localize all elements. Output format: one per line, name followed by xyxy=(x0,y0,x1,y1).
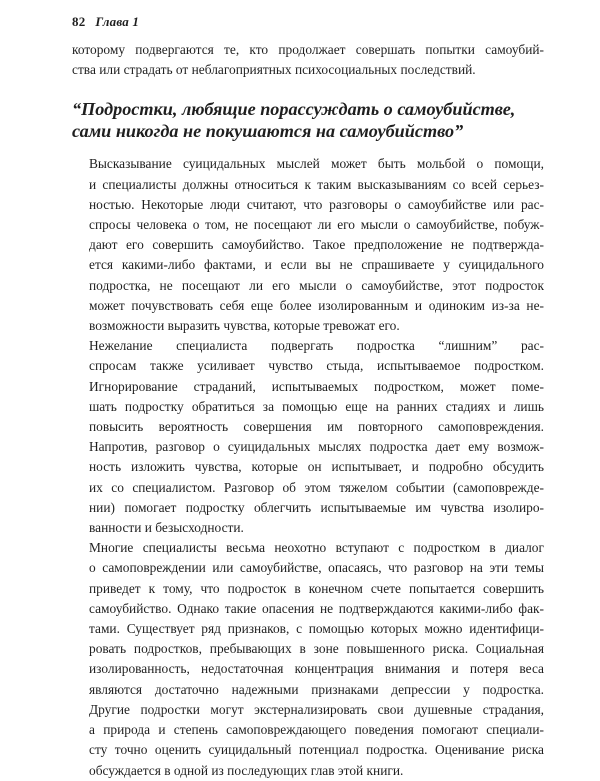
text-line: которому подвергаются те, кто продолжает совершать попытки самоубий- xyxy=(72,42,544,57)
paragraph-1 xyxy=(72,154,544,336)
text-line: тами. Существует ряд признаков, с помощью которых можно идентифици- xyxy=(89,621,544,637)
text-line: являются достаточно надежными признаками депрессии у подростка. xyxy=(89,681,544,697)
text-line: возможности выразить чувства, которые тревожат его. xyxy=(89,318,400,334)
text-line: ность изложить чувства, которые он испытывает, и подробно обсудить xyxy=(89,459,544,475)
text-line: о самоповреждении или самоубийстве, опасаясь, что разговор на эти темы xyxy=(89,560,544,576)
text-line: ства или страдать от неблагоприятных психосоциальных последствий. xyxy=(72,62,476,78)
text-line: ванности и безысходности. xyxy=(89,520,244,536)
body-text xyxy=(72,40,544,781)
text-line: обсуждается в одной из последующих глав этой книги. xyxy=(89,762,404,778)
text-line: и специалисты должны относиться к таким высказываниям со всей серьез- xyxy=(89,176,544,192)
text-line: повысить вероятность совершения им повторного самоповреждения. xyxy=(89,419,544,435)
text-line: может почувствовать себя еще более изолированным и одиноким из-за не- xyxy=(89,297,544,313)
text-line: Многие специалисты весьма неохотно вступают с подростком в диалог xyxy=(89,540,544,556)
text-line: самоубийство. Однако такие опасения не подтверждаются какими-либо фак- xyxy=(89,600,544,616)
text-line: Игнорирование страданий, испытываемых подростком, может поме- xyxy=(89,378,544,394)
text-line: Напротив, разговор о суицидальных мыслях подростка дает ему возмож- xyxy=(89,439,544,455)
section-heading xyxy=(72,98,544,142)
page-number: 82 xyxy=(72,14,86,29)
text-line: ностью. Некоторые люди считают, что разговоры о самоубийстве или рас- xyxy=(89,196,544,212)
text-line: Нежелание специалиста подвергать подростка “лишним” рас- xyxy=(89,338,544,354)
chapter-label: Глава 1 xyxy=(95,14,140,29)
text-line: а природа и степень самоповреждающего поведения помогают специали- xyxy=(89,722,544,738)
heading-line: “Подростки, любящие порассуждать о самоубийстве, xyxy=(72,99,516,120)
text-line: подростка, не посещают ли его мысли о самоубийстве, этот подросток xyxy=(89,277,544,293)
text-line: нии) помогает подростку облегчить испытываемые им чувства изолиро- xyxy=(89,499,544,515)
text-line: Высказывание суицидальных мыслей может быть мольбой о помощи, xyxy=(89,156,544,172)
text-line: изолированность, недостаточная концентрация внимания и потеря веса xyxy=(89,661,544,677)
paragraph-3 xyxy=(72,538,544,780)
text-line: их со специалистом. Разговор об этом тяжелом событии (самоповрежде- xyxy=(89,479,544,495)
paragraph-2 xyxy=(72,336,544,538)
heading-line: сами никогда не покушаются на самоубийство” xyxy=(72,121,464,142)
text-line: приведет к тому, что подросток в конечном счете попытается совершить xyxy=(89,580,544,596)
text-line: спросы человека о том, не посещают ли его мысли о самоубийстве, побуж- xyxy=(89,217,544,233)
text-line: шать подростку обратиться за помощью еще на ранних стадиях и лишь xyxy=(89,398,544,414)
continuation-paragraph xyxy=(72,40,544,80)
running-head xyxy=(72,14,139,30)
text-line: спросам также усиливает чувство стыда, испытываемое подростком. xyxy=(89,358,544,374)
text-line: сту точно оценить суицидальный потенциал подростка. Оценивание риска xyxy=(89,742,544,758)
text-line: дают его совершить самоубийство. Такое предположение не подтвержда- xyxy=(89,237,544,253)
text-line: ровать подростков, пребывающих в зоне повышенного риска. Социальная xyxy=(89,641,544,657)
text-line: Другие подростки могут экстернализировать свои душевные страдания, xyxy=(89,701,544,717)
text-line: ется какими-либо фактами, и если вы не спрашиваете у суицидального xyxy=(89,257,544,273)
